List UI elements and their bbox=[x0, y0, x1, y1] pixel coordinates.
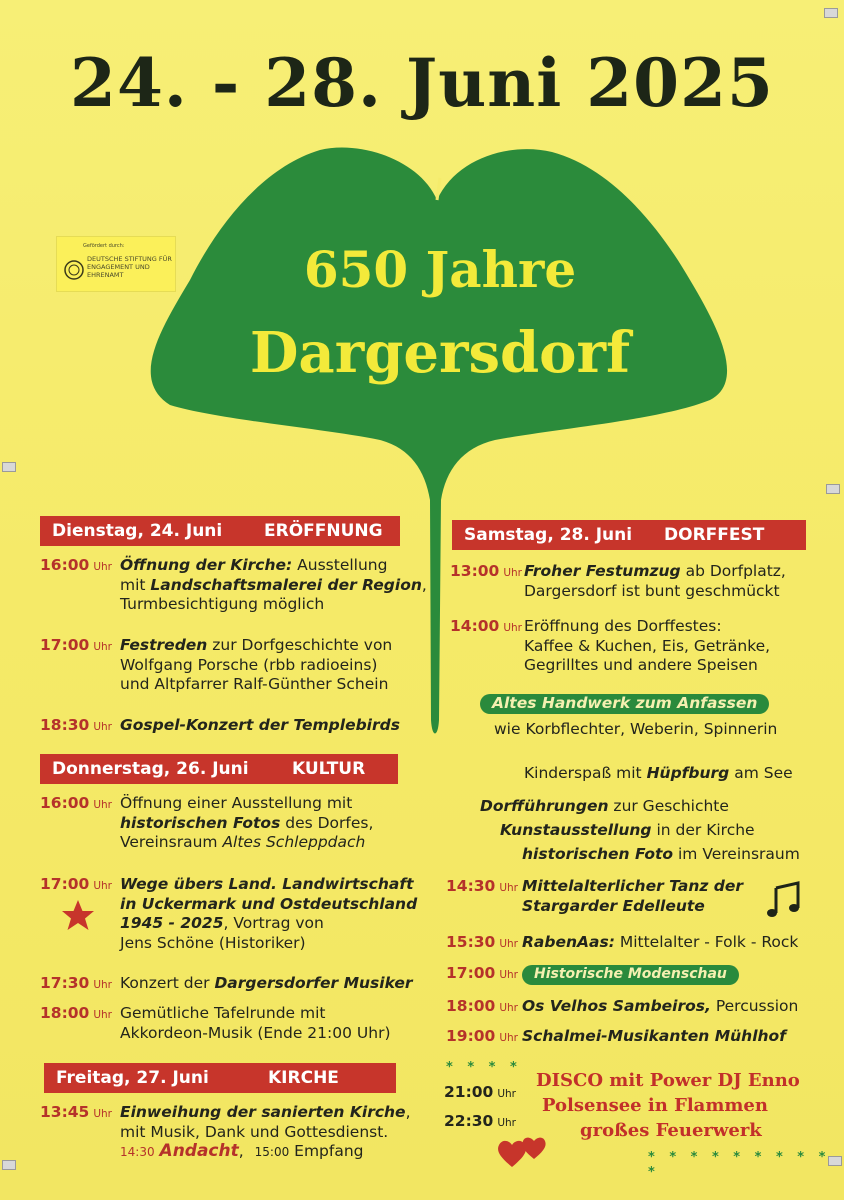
feuerwerk-text: großes Feuerwerk bbox=[580, 1120, 762, 1141]
banner-day: Samstag, 28. Juni bbox=[464, 525, 633, 545]
handwerk-sub: wie Korbflechter, Weberin, Spinnerin bbox=[494, 720, 778, 738]
banner-theme: DORFFEST bbox=[664, 525, 765, 545]
polsensee-text: Polsensee in Flammen bbox=[542, 1095, 768, 1116]
music-note-icon bbox=[764, 880, 804, 920]
pin-clip bbox=[2, 1160, 16, 1170]
banner-day: Donnerstag, 26. Juni bbox=[52, 759, 249, 779]
banner-day: Dienstag, 24. Juni bbox=[52, 521, 223, 541]
handwerk-pill: Altes Handwerk zum Anfassen bbox=[480, 694, 769, 714]
historische-foto: historischen Foto im Vereinsraum bbox=[522, 845, 800, 863]
kinderspass: Kinderspaß mit Hüpfburg am See bbox=[524, 764, 793, 782]
sponsor-name: DEUTSCHE STIFTUNG FÜR ENGAGEMENT UND EHRENAMT bbox=[87, 255, 172, 279]
event-date-range: 24. - 28. Juni 2025 bbox=[70, 44, 774, 122]
star-icon bbox=[60, 898, 96, 934]
dots-top: * * * * bbox=[446, 1060, 522, 1075]
village-name: Dargersdorf bbox=[249, 320, 631, 386]
banner-day: Freitag, 27. Juni bbox=[56, 1068, 209, 1088]
disco-text: DISCO mit Power DJ Enno bbox=[536, 1070, 800, 1091]
banner-tuesday bbox=[40, 516, 400, 546]
sponsor-badge bbox=[56, 236, 176, 292]
sponsor-logo-icon bbox=[63, 259, 85, 281]
dorffuehrungen: Dorfführungen zur Geschichte bbox=[480, 797, 729, 815]
sponsor-label: Gefördert durch: bbox=[83, 243, 125, 249]
banner-thursday bbox=[40, 754, 398, 784]
banner-theme: KULTUR bbox=[292, 759, 366, 779]
banner-saturday bbox=[452, 520, 806, 550]
hearts-icon bbox=[496, 1133, 552, 1169]
banner-theme: ERÖFFNUNG bbox=[264, 521, 383, 541]
banner-friday bbox=[44, 1063, 396, 1093]
kunstausstellung: Kunstausstellung in der Kirche bbox=[500, 821, 755, 839]
banner-theme: KIRCHE bbox=[268, 1068, 339, 1088]
anniversary-title: 650 Jahre bbox=[303, 240, 577, 299]
dots-bottom: * * * * * * * * * * bbox=[648, 1150, 831, 1180]
